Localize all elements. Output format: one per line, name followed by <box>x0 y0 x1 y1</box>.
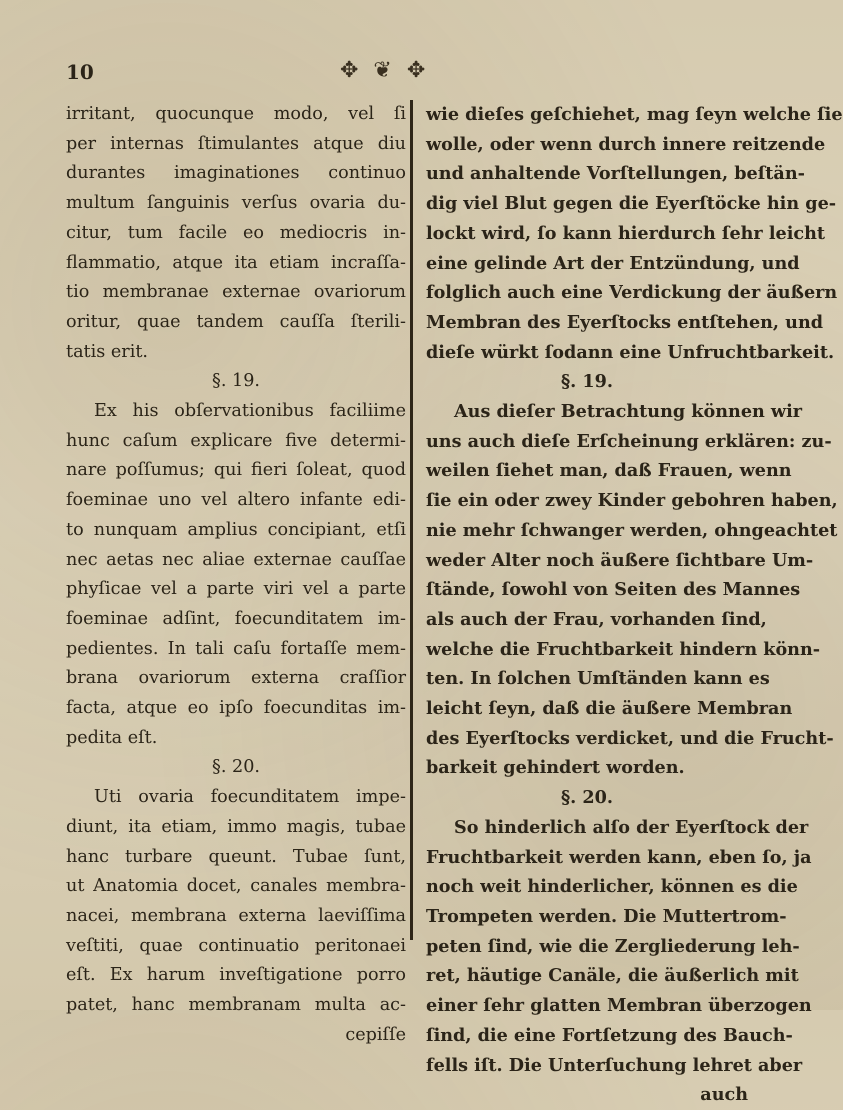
german-line: So hinderlich alſo der Eyerſtock der <box>454 816 809 838</box>
german-line: ſind, die eine Fortſetzung des Bauch- <box>426 1024 793 1046</box>
latin-line: diunt, ita etiam, immo magis, tubae <box>66 816 406 837</box>
section-heading-20-german: §. 20. <box>560 787 614 809</box>
german-line: ſtände, ſowohl von Seiten des Mannes <box>426 579 801 601</box>
german-line: Fruchtbarkeit werden kann, eben ſo, ja <box>426 846 812 868</box>
latin-line: phyſicae vel a parte viri vel a parte <box>66 579 406 600</box>
german-line: leicht ſeyn, daß die äußere Membran <box>426 698 793 720</box>
german-line: Trompeten werden. Die Muttertrom- <box>426 905 787 927</box>
latin-line: hanc turbare queunt. Tubae ſunt, <box>66 846 406 867</box>
latin-line: multum ſanguinis verſus ovaria du- <box>66 193 406 214</box>
latin-line: pedita eſt. <box>66 727 158 748</box>
german-line: weder Alter noch äußere ſichtbare Um- <box>426 549 814 571</box>
german-line: ſie ein oder zwey Kinder gebohren haben, <box>426 490 838 512</box>
latin-line: nacei, membrana externa laeviſſima <box>66 905 406 926</box>
latin-column <box>66 100 406 1051</box>
latin-line: facta, atque eo ipſo foecunditas im- <box>66 698 406 719</box>
german-line: nie mehr ſchwanger werden, ohngeachtet <box>426 519 838 541</box>
german-line: dieſe würkt ſodann eine Unfruchtbarkeit. <box>426 341 835 363</box>
german-line: weilen ſiehet man, daß Frauen, wenn <box>426 460 792 482</box>
latin-line: tatis erit. <box>66 341 148 362</box>
german-line: und anhaltende Vorſtellungen, beſtän- <box>426 163 805 185</box>
latin-line: pedientes. In tali caſu fortaſſe mem- <box>66 638 406 659</box>
german-line: folglich auch eine Verdickung der äußern <box>426 282 838 304</box>
german-line: Aus dieſer Betrachtung können wir <box>454 401 803 423</box>
column-divider <box>410 100 413 940</box>
latin-line: nec aetas nec aliae externae cauſſae <box>66 549 406 570</box>
german-line: wolle, oder wenn durch innere reitzende <box>426 133 826 155</box>
section-heading-19-german: §. 19. <box>560 371 614 393</box>
header-ornament: ✥ ❦ ✥ <box>340 58 430 83</box>
german-line: des Eyerſtocks verdicket, und die Frucht- <box>426 727 834 749</box>
german-line: welche die Fruchtbarkeit hindern könn- <box>426 638 821 660</box>
german-line: eine gelinde Art der Entzündung, und <box>426 252 800 274</box>
german-line: peten ſind, wie die Zergliederung leh- <box>426 935 800 957</box>
latin-line: patet, hanc membranam multa ac- <box>66 995 406 1016</box>
section-heading-19-latin: §. 19. <box>212 371 260 392</box>
german-line: dig viel Blut gegen die Eyerſtöcke hin ge- <box>426 193 837 215</box>
catchword-latin: cepiſſe <box>345 1024 406 1045</box>
catchword-german: auch <box>700 1084 748 1106</box>
section-heading-20-latin: §. 20. <box>212 757 260 778</box>
german-line: lockt wird, ſo kann hierdurch ſehr leicht <box>426 222 826 244</box>
latin-line: foeminae uno vel altero infante edi- <box>66 490 406 511</box>
latin-line: Uti ovaria foecunditatem impe- <box>94 787 406 808</box>
latin-line: to nunquam amplius concipiant, etſi <box>66 519 406 540</box>
latin-line: foeminae adſint, foecunditatem im- <box>66 608 406 629</box>
latin-line: oritur, quae tandem cauſſa ſterili- <box>66 311 406 332</box>
latin-line: ut Anatomia docet, canales membra- <box>66 876 406 897</box>
latin-line: citur, tum facile eo mediocris in- <box>66 222 406 243</box>
latin-line: brana ovariorum externa craſſior <box>66 668 406 689</box>
latin-line: flammatio, atque ita etiam incraſſa- <box>66 252 406 273</box>
german-line: ten. In ſolchen Umſtänden kann es <box>426 668 770 690</box>
german-column <box>426 100 843 1110</box>
german-line: uns auch dieſe Erſcheinung erklären: zu- <box>426 430 832 452</box>
latin-line: Ex his obſervationibus faciliime <box>94 401 406 422</box>
latin-line: tio membranae externae ovariorum <box>66 282 406 303</box>
latin-line: eſt. Ex harum inveſtigatione porro <box>66 965 406 986</box>
latin-line: veſtiti, quae continuatio peritonaei <box>66 935 406 956</box>
german-line: barkeit gehindert worden. <box>426 757 685 779</box>
german-line: ret, häutige Canäle, die äußerlich mit <box>426 965 799 987</box>
latin-line: durantes imaginationes continuo <box>66 163 406 184</box>
latin-line: per internas ſtimulantes atque diu <box>66 133 406 154</box>
german-line: fells iſt. Die Unterſuchung lehret aber <box>426 1054 803 1076</box>
latin-line: irritant, quocunque modo, vel ſi <box>66 104 406 124</box>
german-line: noch weit hinderlicher, können es die <box>426 876 798 898</box>
german-line: als auch der Frau, vorhanden ſind, <box>426 608 767 630</box>
latin-line: hunc caſum explicare five determi- <box>66 430 406 451</box>
page-number: 10 <box>66 60 94 84</box>
latin-line: nare poſſumus; qui fieri ſoleat, quod <box>66 460 406 481</box>
german-line: wie dieſes geſchiehet, mag ſeyn welche ſie <box>426 104 843 125</box>
german-line: Membran des Eyerſtocks entſtehen, und <box>426 311 824 333</box>
german-line: einer ſehr glatten Membran überzogen <box>426 995 812 1017</box>
